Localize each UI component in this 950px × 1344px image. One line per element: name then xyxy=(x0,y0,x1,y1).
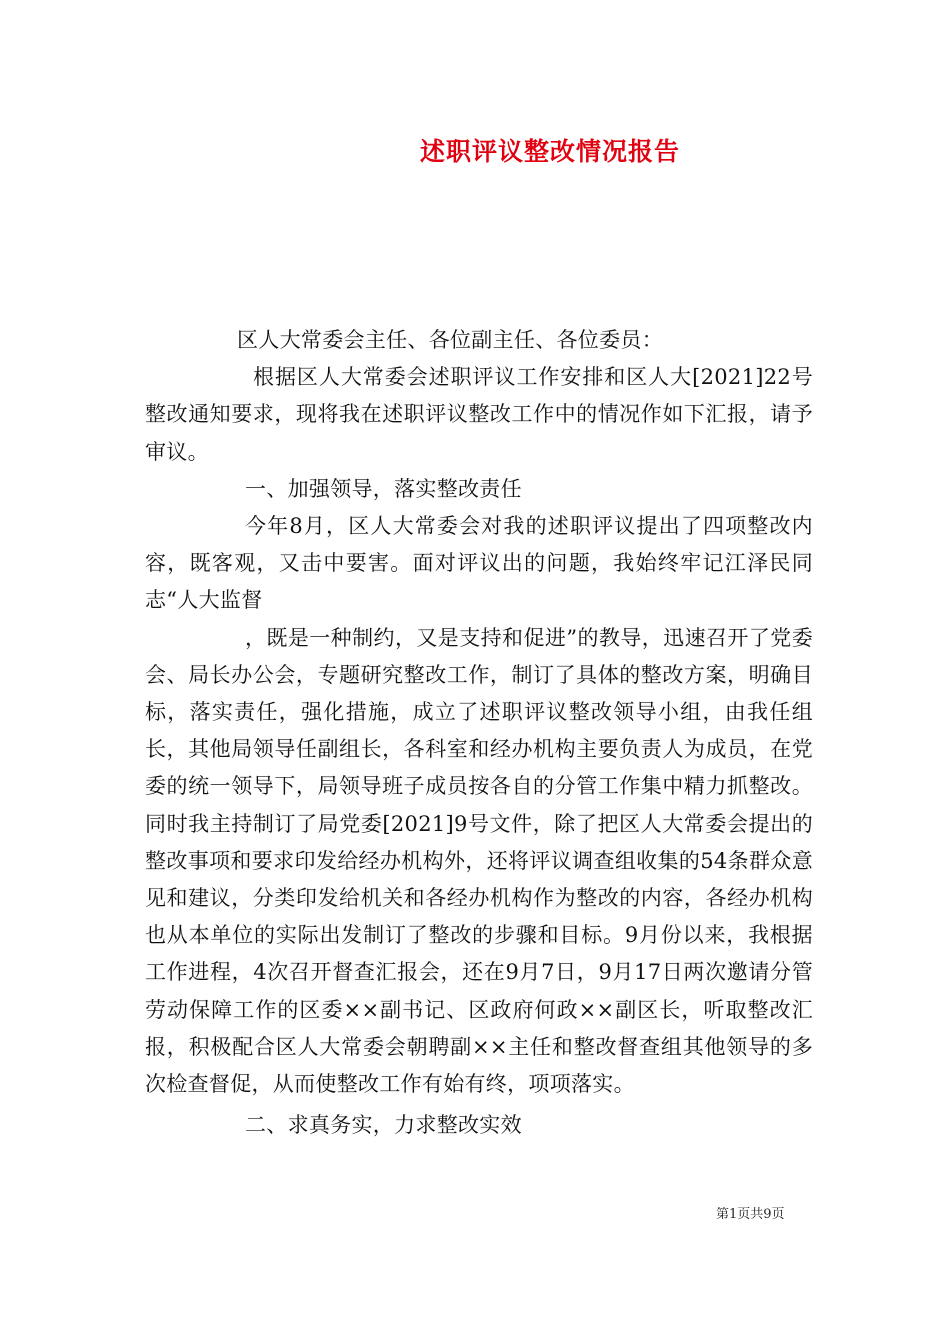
paragraph-intro: 根据区人大常委会述职评议工作安排和区人大[2021]22号整改通知要求，现将我在述职评议整改工作中的情况作如下汇报，请予审议。 xyxy=(145,365,813,464)
page-number: 第1页共9页 xyxy=(716,1207,785,1222)
paragraph-section-1-body: ，既是一种制约，又是支持和促进”的教导，迅速召开了党委会、局长办公会，专题研究整改工作，制订了具体的整改方案，明确目标，落实责任，强化措施，成立了述职评议整改领导小组，由我任组长，其他局领导任副组长，各科室和经办机构主要负责人为成员，在党委的统一领导下，局领导班子成员按各自的分管工作集中精力抓整改。同时我主持制订了局党委[2021]9号文件，除了把区人大常委会提出的整改事项和要求印发给经办机构外，还将评议调查组收集的54条群众意见和建议，分类印发给机关和各经办机构作为整改的内容，各经办机构也从本单位的实际出发制订了整改的步骤和目标。9月份以来，我根据工作进程，4次召开督查汇报会，还在9月7日，9月17日两次邀请分管劳动保障工作的区委××副书记、区政府何政××副区长，听取整改汇报，积极配合区人大常委会朝聘副××主任和整改督查组其他领导的多次检查督促，从而使整改工作有始有终，项项落实。 xyxy=(145,625,813,1097)
document-title: 述职评议整改情况报告 xyxy=(419,137,680,166)
paragraph-section-1-start: 今年8月，区人大常委会对我的述职评议提出了四项整改内容，既客观，又击中要害。面对评议出的问题，我始终牢记江泽民同志“人大监督 xyxy=(145,514,813,613)
section-heading-2: 二、求真务实，力求整改实效 xyxy=(245,1113,522,1138)
document-body xyxy=(145,322,813,1144)
salutation: 区人大常委会主任、各位副主任、各位委员： xyxy=(237,328,663,352)
section-heading-1: 一、加强领导，落实整改责任 xyxy=(245,476,522,501)
